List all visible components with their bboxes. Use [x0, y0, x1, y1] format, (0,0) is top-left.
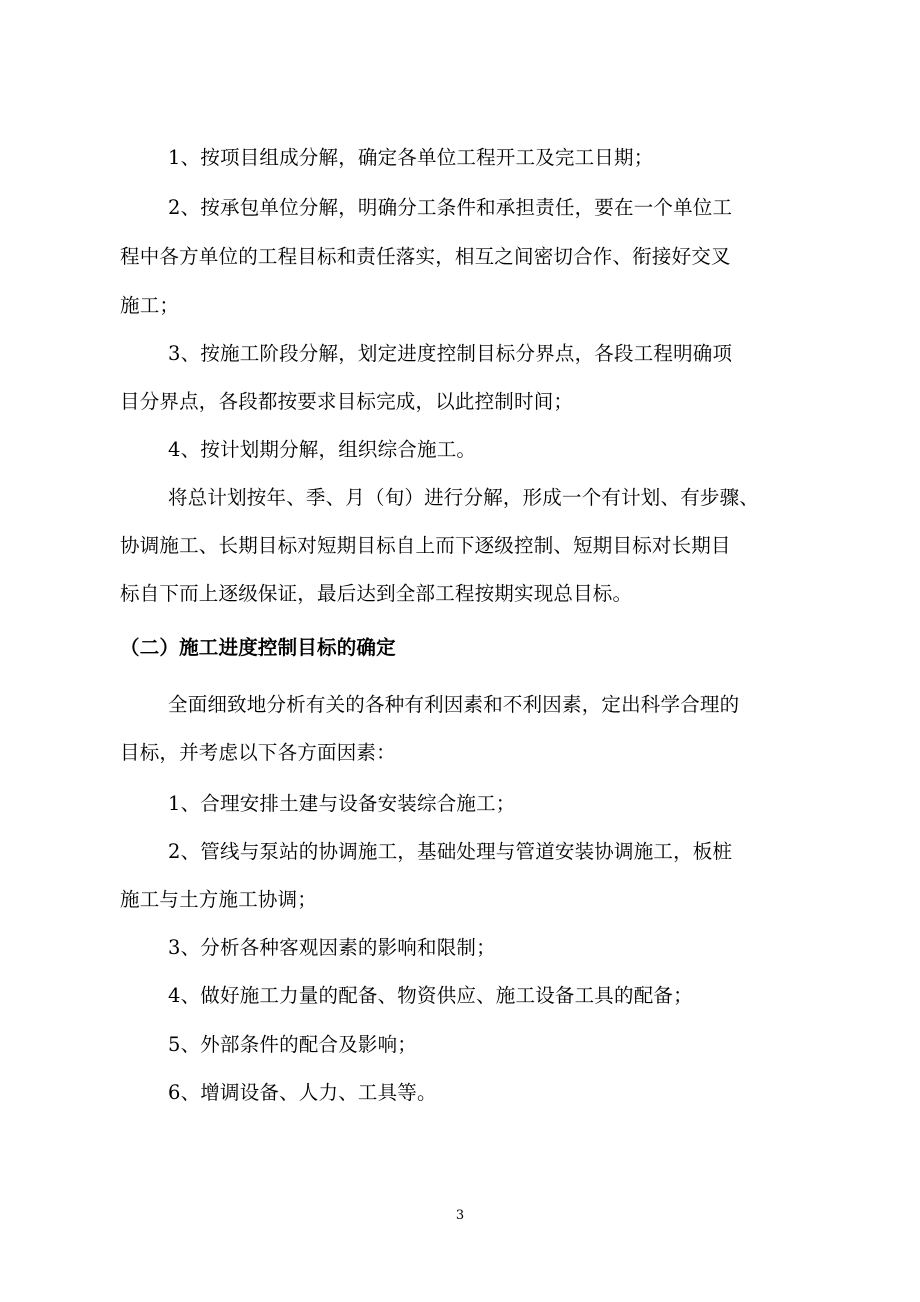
factor-item-5: 5、外部条件的配合及影响； — [168, 1033, 418, 1056]
factor-item-2-line-1: 2、管线与泵站的协调施工，基础处理与管道安装协调施工，板桩 — [168, 840, 733, 863]
paragraph-item-4: 4、按计划期分解，组织综合施工。 — [168, 438, 477, 461]
paragraph-item-2-line-3: 施工； — [120, 294, 180, 317]
paragraph-summary-line-3: 标自下而上逐级保证，最后达到全部工程按期实现总目标。 — [120, 582, 633, 605]
page-number: 3 — [455, 1208, 465, 1223]
factor-item-3: 3、分析各种客观因素的影响和限制； — [168, 936, 496, 959]
paragraph-intro-line-1: 全面细致地分析有关的各种有利因素和不利因素，定出科学合理的 — [168, 693, 740, 716]
factor-item-1: 1、合理安排土建与设备安装综合施工； — [168, 792, 516, 815]
paragraph-item-2-line-2: 程中各方单位的工程目标和责任落实，相互之间密切合作、衔接好交叉 — [120, 245, 731, 268]
factor-item-6: 6、增调设备、人力、工具等。 — [168, 1081, 437, 1104]
factor-item-4: 4、做好施工力量的配备、物资供应、施工设备工具的配备； — [168, 984, 693, 1007]
factor-item-2-line-2: 施工与土方施工协调； — [120, 888, 318, 911]
section-heading: （二）施工进度控制目标的确定 — [120, 636, 396, 659]
paragraph-item-3-line-1: 3、按施工阶段分解，划定进度控制目标分界点，各段工程明确项 — [168, 342, 733, 365]
paragraph-intro-line-2: 目标，并考虑以下各方面因素： — [120, 741, 396, 764]
paragraph-item-3-line-2: 目分界点，各段都按要求目标完成，以此控制时间； — [120, 390, 574, 413]
paragraph-summary-line-2: 协调施工、长期目标对短期目标自上而下逐级控制、短期目标对长期目 — [120, 534, 731, 557]
paragraph-item-2-line-1: 2、按承包单位分解，明确分工条件和承担责任，要在一个单位工 — [168, 196, 733, 219]
paragraph-item-1: 1、按项目组成分解，确定各单位工程开工及完工日期； — [168, 146, 654, 169]
paragraph-summary-line-1: 将总计划按年、季、月（旬）进行分解，形成一个有计划、有步骤、 — [168, 486, 760, 509]
